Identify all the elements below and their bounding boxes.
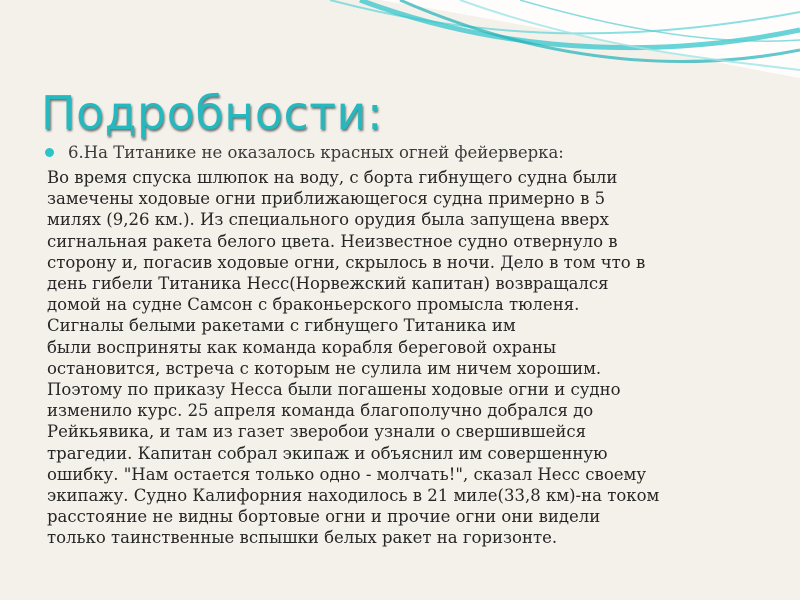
- paragraph-line: экипажу. Судно Калифорния находилось в 21 миле(33,8 км)-на током: [47, 486, 660, 506]
- paragraph-line: день гибели Титаника Несс(Норвежский капитан) возвращался: [47, 274, 609, 294]
- slide-title: Подробности:: [41, 86, 383, 140]
- paragraph-line: Сигналы белыми ракетами с гибнущего Титаника им: [47, 316, 516, 336]
- paragraph-line: трагедии. Капитан собрал экипаж и объяснил им совершенную: [47, 443, 608, 463]
- bullet-item: [45, 142, 785, 163]
- paragraph-line: расстояние не видны бортовые огни и прочие огни они видели: [47, 507, 601, 527]
- paragraph-line: замечены ходовые огни приближающегося судна примерно в 5: [47, 189, 606, 209]
- paragraph-line: Поэтому по приказу Несса были погашены ходовые огни и судно: [47, 380, 621, 400]
- paragraph-line: только таинственные вспышки белых ракет на горизонте.: [47, 528, 558, 548]
- paragraph-line: домой на судне Самсон с браконьерского промысла тюленя.: [47, 295, 580, 315]
- paragraph-line: изменило курс. 25 апреля команда благополучно добрался до: [47, 401, 594, 421]
- paragraph-line: остановится, встреча с которым не сулила им ничем хорошим.: [47, 358, 602, 378]
- bullet-text: 6.На Титанике не оказалось красных огней фейерверка:: [68, 143, 564, 162]
- paragraph-line: милях (9,26 км.). Из специального орудия была запущена вверх: [47, 210, 609, 230]
- bullet-dot-icon: [45, 148, 54, 157]
- paragraph-line: сторону и, погасив ходовые огни, скрылось в ночи. Дело в том что в: [47, 252, 646, 272]
- paragraph-line: Рейкьявика, и там из газет зверобои узнали о свершившейся: [47, 422, 586, 442]
- paragraph-line: были восприняты как команда корабля береговой охраны: [47, 337, 557, 357]
- paragraph-line: сигнальная ракета белого цвета. Неизвестное судно отвернуло в: [47, 231, 618, 251]
- paragraph-line: ошибку. "Нам остается только одно - молчать!", сказал Несс своему: [47, 464, 647, 484]
- body-paragraph: [47, 167, 782, 549]
- paragraph-line: Во время спуска шлюпок на воду, с борта гибнущего судна были: [47, 168, 618, 187]
